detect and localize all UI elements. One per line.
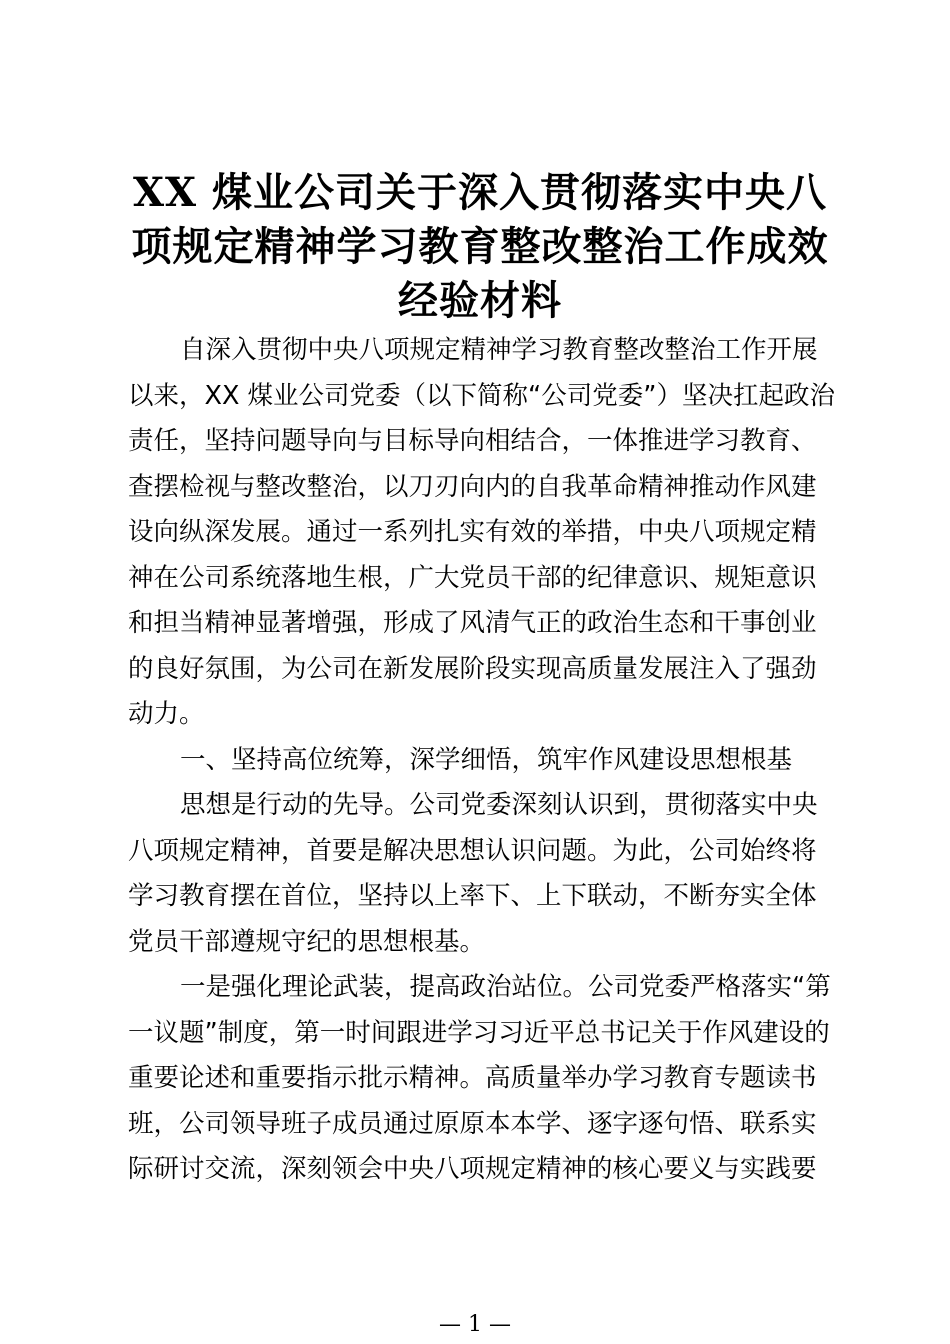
body-line: 以来，XX 煤业公司党委（以下简称“公司党委”）坚决扛起政治 [128, 380, 835, 411]
title-line: 项规定精神学习教育整改整治工作成效 [131, 223, 829, 270]
body-line: 和担当精神显著增强，形成了风清气正的政治生态和干事创业 [128, 608, 817, 638]
page-number: — 1 — [439, 1312, 511, 1337]
section-heading: 一、坚持高位统筹，深学细悟，筑牢作风建设思想根基 [180, 744, 793, 775]
body-line: 动力。 [128, 699, 205, 729]
body-line: 自深入贯彻中央八项规定精神学习教育整改整治工作开展 [180, 335, 818, 365]
body-line: 责任，坚持问题导向与目标导向相结合，一体推进学习教育、 [128, 426, 817, 456]
document-title [110, 166, 850, 328]
body-line: 重要论述和重要指示批示精神。高质量举办学习教育专题读书 [128, 1063, 817, 1093]
body-line: 际研讨交流，深刻领会中央八项规定精神的核心要义与实践要 [128, 1154, 817, 1184]
body-line: 一议题”制度，第一时间跟进学习习近平总书记关于作风建设的 [128, 1017, 830, 1048]
body-line: 思想是行动的先导。公司党委深刻认识到，贯彻落实中央 [180, 790, 818, 820]
body-line: 八项规定精神，首要是解决思想认识问题。为此，公司始终将 [128, 835, 817, 866]
body-line: 神在公司系统落地生根，广大党员干部的纪律意识、规矩意识 [128, 562, 817, 593]
body-line: 设向纵深发展。通过一系列扎实有效的举措，中央八项规定精 [128, 517, 817, 547]
body-line: 的良好氛围，为公司在新发展阶段实现高质量发展注入了强劲 [128, 653, 817, 684]
title-line: XX 煤业公司关于深入贯彻落实中央八 [133, 169, 827, 216]
body-line: 学习教育摆在首位，坚持以上率下、上下联动，不断夯实全体 [128, 881, 817, 911]
body-line: 党员干部遵规守纪的思想根基。 [128, 926, 486, 957]
body-line: 一是强化理论武装，提高政治站位。公司党委严格落实“第 [180, 972, 831, 1002]
title-line: 经验材料 [398, 277, 562, 324]
body-line: 班，公司领导班子成员通过原原本本学、逐字逐句悟、联系实 [128, 1108, 817, 1139]
document-body [128, 328, 835, 1193]
body-line: 查摆检视与整改整治，以刀刃向内的自我革命精神推动作风建 [128, 471, 817, 502]
